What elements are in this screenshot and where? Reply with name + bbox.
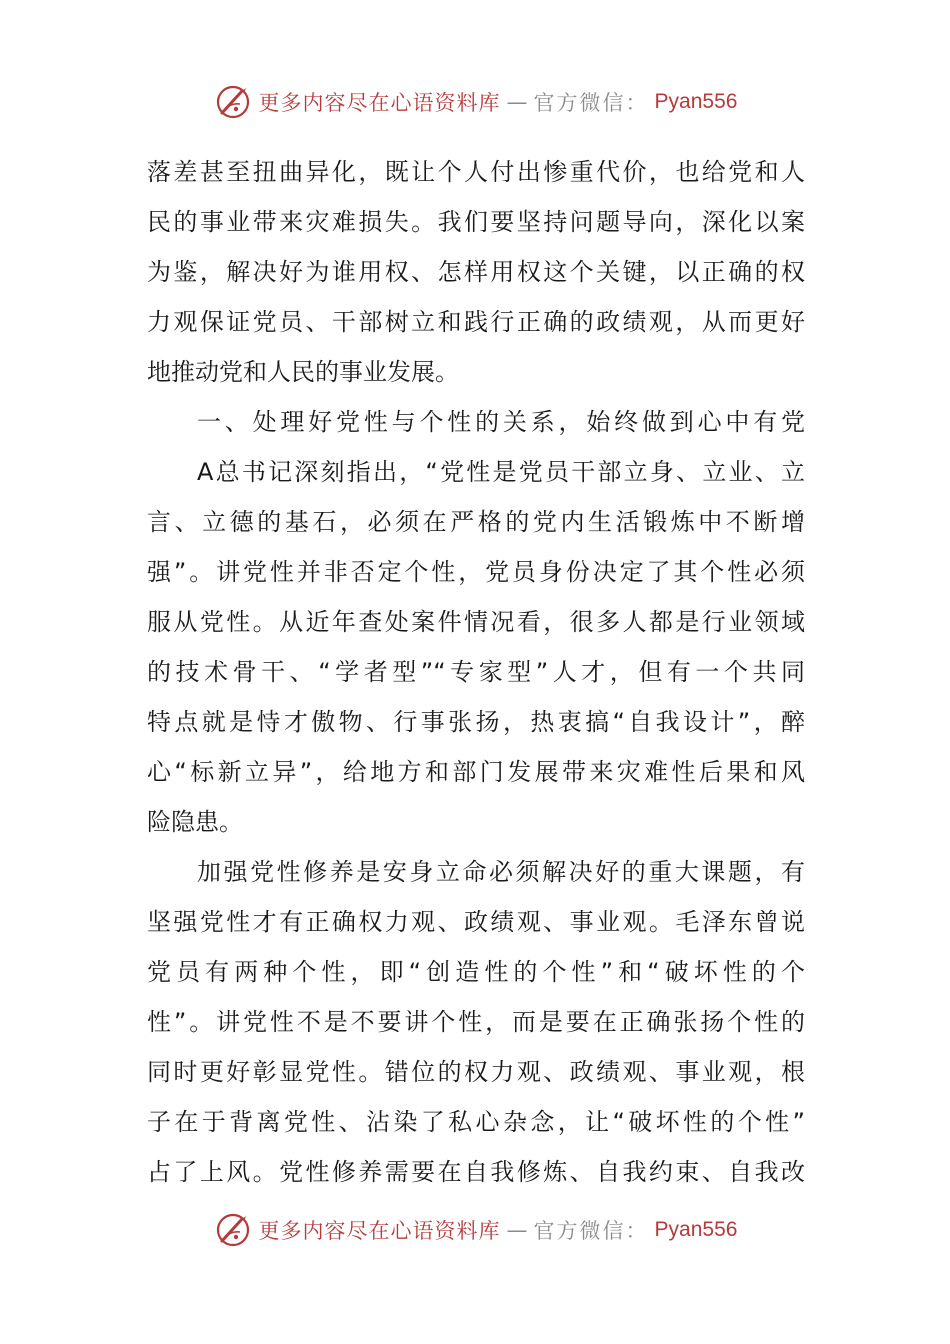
- pen-logo-icon: [213, 1210, 253, 1250]
- text-line: 占了上风。党性修养需要在自我修炼、自我约束、自我改: [147, 1158, 805, 1186]
- text-line: 坚强党性才有正确权力观、政绩观、事业观。毛泽东曾说: [147, 908, 805, 936]
- text-line: 地推动党和人民的事业发展。: [147, 358, 459, 386]
- text-line: 子在于背离党性、沾染了私心杂念，让“破坏性的个性”: [147, 1108, 805, 1136]
- section-heading: 一、处理好党性与个性的关系，始终做到心中有党: [197, 408, 805, 436]
- watermark-brand: 更多内容尽在心语资料库: [258, 91, 501, 115]
- watermark-wechat-label: 官方微信：: [533, 91, 649, 115]
- pen-logo-icon: [213, 82, 253, 122]
- watermark-footer: [0, 1208, 950, 1252]
- text-line: 落差甚至扭曲异化，既让个人付出惨重代价，也给党和人: [147, 158, 805, 186]
- watermark-dash: —: [506, 90, 528, 114]
- text-line: 的技术骨干、“学者型”“专家型”人才，但有一个共同: [147, 658, 805, 686]
- watermark-wechat-label: 官方微信：: [533, 1219, 649, 1243]
- watermark-brand: 更多内容尽在心语资料库: [258, 1219, 501, 1243]
- text-line: 加强党性修养是安身立命必须解决好的重大课题，有: [197, 858, 805, 886]
- text-line: 力观保证党员、干部树立和践行正确的政绩观，从而更好: [147, 308, 805, 336]
- text-line: A总书记深刻指出，“党性是党员干部立身、立业、立: [197, 458, 805, 486]
- text-line: 性”。讲党性不是不要讲个性，而是要在正确张扬个性的: [147, 1008, 805, 1036]
- text-line: 党员有两种个性，即“创造性的个性”和“破坏性的个: [147, 958, 805, 986]
- watermark-wechat-id: Pyan556: [654, 90, 738, 113]
- watermark-dash: —: [506, 1218, 528, 1242]
- text-line: 言、立德的基石，必须在严格的党内生活锻炼中不断增: [147, 508, 805, 536]
- text-line: 为鉴，解决好为谁用权、怎样用权这个关键，以正确的权: [147, 258, 805, 286]
- text-line: 服从党性。从近年查处案件情况看，很多人都是行业领域: [147, 608, 805, 636]
- text-line: 民的事业带来灾难损失。我们要坚持问题导向，深化以案: [147, 208, 805, 236]
- watermark-header: [0, 80, 950, 124]
- watermark-wechat-id: Pyan556: [654, 1218, 738, 1241]
- text-line: 同时更好彰显党性。错位的权力观、政绩观、事业观，根: [147, 1058, 805, 1086]
- text-line: 特点就是恃才傲物、行事张扬，热衷搞“自我设计”，醉: [147, 708, 805, 736]
- text-line: 险隐患。: [147, 808, 243, 836]
- document-body: [147, 147, 805, 1197]
- text-line: 心“标新立异”，给地方和部门发展带来灾难性后果和风: [147, 758, 805, 786]
- text-line: 强”。讲党性并非否定个性，党员身份决定了其个性必须: [147, 558, 805, 586]
